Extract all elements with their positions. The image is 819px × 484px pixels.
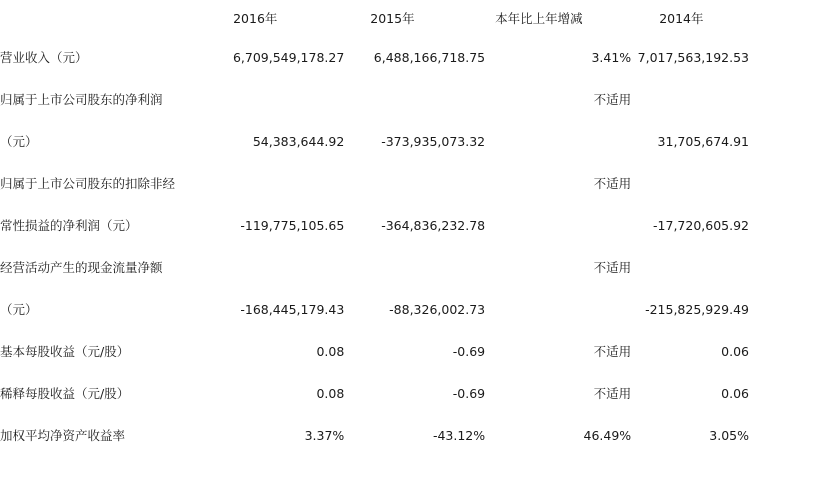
row-label: 营业收入（元） — [0, 50, 88, 65]
cell-change: 不适用 — [593, 92, 632, 107]
row-label: 基本每股收益（元/股） — [0, 344, 130, 359]
table-header-row — [0, 0, 819, 37]
row-label: 稀释每股收益（元/股） — [0, 386, 130, 401]
cell-2016: -119,775,105.65 — [240, 218, 345, 233]
cell-2014: 7,017,563,192.53 — [637, 50, 749, 65]
cell-change: 不适用 — [593, 176, 632, 191]
table-row — [0, 205, 819, 247]
column-header-2016: 2016年 — [233, 11, 278, 26]
column-header-item — [0, 0, 219, 37]
cell-2014 — [631, 247, 819, 289]
column-header-2015: 2015年 — [370, 11, 415, 26]
cell-2016: -168,445,179.43 — [240, 302, 345, 317]
cell-change: 46.49% — [583, 428, 632, 443]
table-row — [0, 247, 819, 289]
cell-2016: 6,709,549,178.27 — [232, 50, 345, 65]
row-label: （元） — [0, 302, 38, 317]
cell-2014 — [631, 79, 819, 121]
cell-2016: 0.08 — [316, 386, 345, 401]
cell-2015: -43.12% — [432, 428, 486, 443]
cell-change — [485, 289, 631, 331]
cell-change: 不适用 — [593, 260, 632, 275]
cell-2016 — [219, 163, 344, 205]
cell-2016 — [219, 247, 344, 289]
cell-2015: -88,326,002.73 — [389, 302, 486, 317]
cell-2015 — [344, 163, 485, 205]
cell-2014: 31,705,674.91 — [657, 134, 749, 149]
table-row — [0, 415, 819, 457]
table-row — [0, 121, 819, 163]
column-header-2014: 2014年 — [659, 11, 704, 26]
cell-change: 3.41% — [591, 50, 632, 65]
cell-2016: 0.08 — [316, 344, 345, 359]
table-row — [0, 289, 819, 331]
cell-change — [485, 205, 631, 247]
cell-2014: -17,720,605.92 — [653, 218, 749, 233]
cell-2015 — [344, 247, 485, 289]
cell-2014: 0.06 — [721, 344, 749, 359]
row-label: 归属于上市公司股东的净利润 — [0, 92, 163, 107]
cell-2016: 54,383,644.92 — [252, 134, 345, 149]
cell-change — [485, 121, 631, 163]
table-row — [0, 373, 819, 415]
table-row — [0, 331, 819, 373]
cell-2015: -373,935,073.32 — [381, 134, 486, 149]
cell-2015: 6,488,166,718.75 — [373, 50, 486, 65]
cell-change: 不适用 — [593, 386, 632, 401]
cell-2015: -0.69 — [452, 344, 486, 359]
row-label: 经营活动产生的现金流量净额 — [0, 260, 163, 275]
table-row — [0, 163, 819, 205]
cell-2015: -364,836,232.78 — [381, 218, 486, 233]
table-row — [0, 79, 819, 121]
cell-2014: -215,825,929.49 — [645, 302, 749, 317]
cell-change: 不适用 — [593, 344, 632, 359]
cell-2015: -0.69 — [452, 386, 486, 401]
row-label: 归属于上市公司股东的扣除非经 — [0, 176, 176, 191]
cell-2016 — [219, 79, 344, 121]
cell-2014: 3.05% — [709, 428, 749, 443]
cell-2015 — [344, 79, 485, 121]
cell-2014: 0.06 — [721, 386, 749, 401]
cell-2016: 3.37% — [304, 428, 345, 443]
row-label: 常性损益的净利润（元） — [0, 218, 138, 233]
column-header-change: 本年比上年增减 — [495, 11, 583, 26]
row-label: 加权平均净资产收益率 — [0, 428, 126, 443]
cell-2014 — [631, 163, 819, 205]
row-label: （元） — [0, 134, 38, 149]
table-row — [0, 37, 819, 79]
